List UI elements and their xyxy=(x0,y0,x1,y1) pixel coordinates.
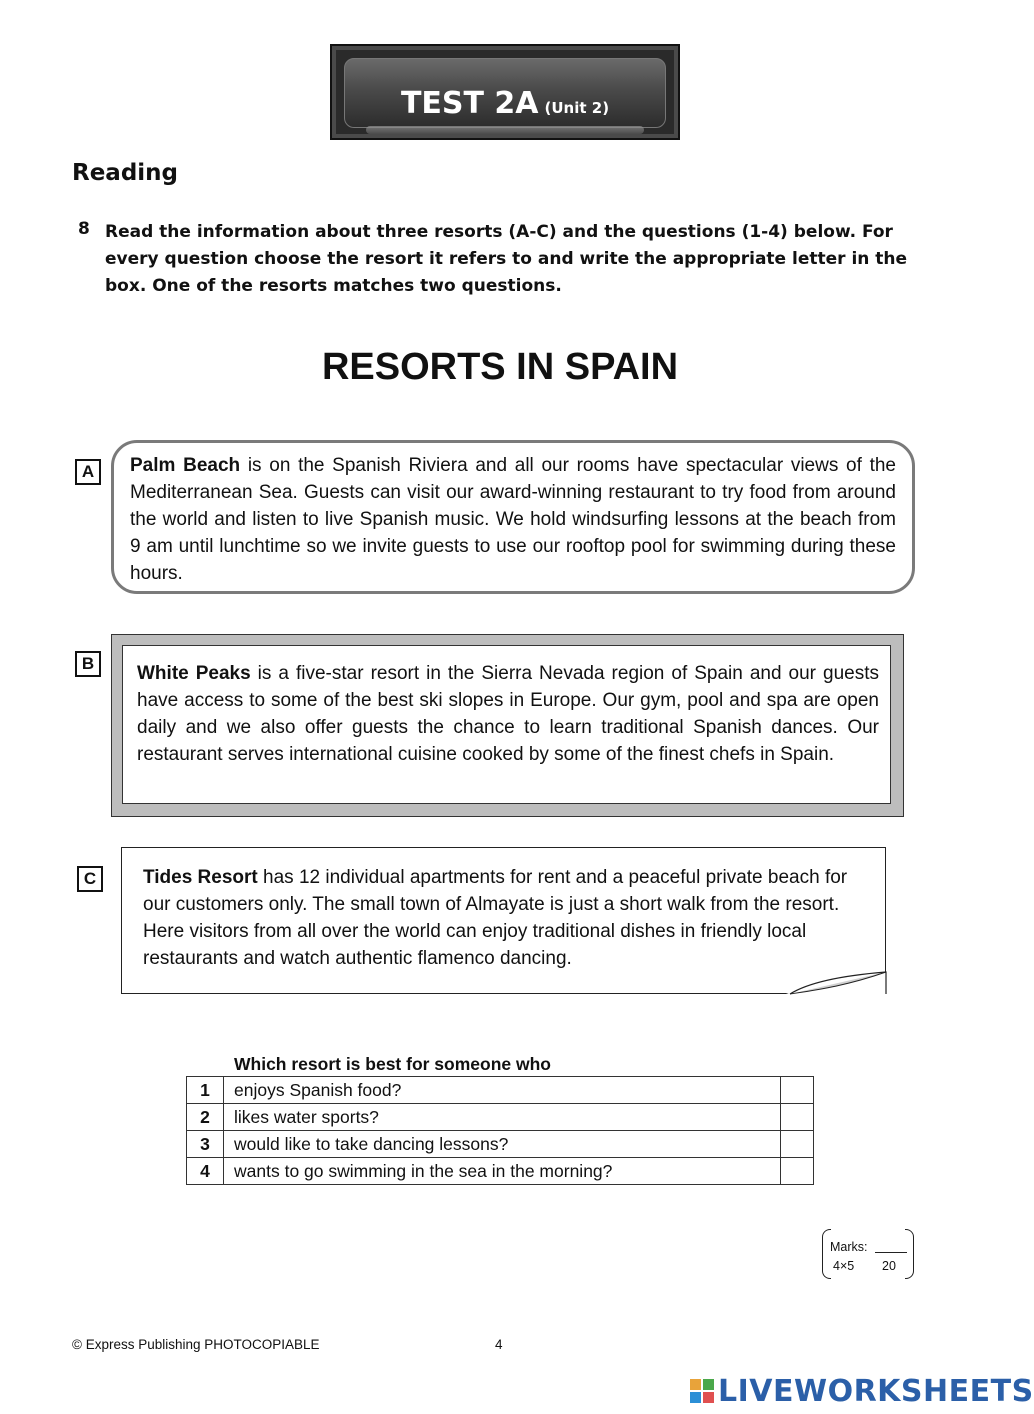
page-curl-icon xyxy=(786,970,888,996)
questions-table xyxy=(186,1076,814,1185)
question-number: 3 xyxy=(187,1131,224,1158)
table-row xyxy=(187,1104,814,1131)
resort-c-description: has 12 individual apartments for rent and a peaceful private beach for our customers only. The small town of Almayate is just a short walk from the resort. Here visitors from all over the world can enjoy traditional dishes in friendly local restaurants and watch authentic flamenco dancing. xyxy=(143,867,848,969)
answer-box-3[interactable] xyxy=(781,1131,814,1158)
resort-b-description: is a five-star resort in the Sierra Nevada region of Spain and our guests have access to some of the best ski slopes in Europe. Our gym, pool and spa are open daily and we also offer guests the chance to learn traditional Spanish dances. Our restaurant serves international cuisine cooked by some of the finest chefs in Spain. xyxy=(137,663,879,765)
test-title-unit: (Unit 2) xyxy=(544,99,610,117)
page-title: RESORTS IN SPAIN xyxy=(321,346,679,388)
table-row xyxy=(187,1131,814,1158)
question-number: 2 xyxy=(187,1104,224,1131)
question-text: would like to take dancing lessons? xyxy=(224,1131,781,1158)
resort-c-letter: C xyxy=(77,866,103,892)
marks-bracket-right xyxy=(905,1229,914,1279)
marks-blank[interactable] xyxy=(875,1252,907,1253)
question-text: wants to go swimming in the sea in the morning? xyxy=(224,1158,781,1185)
liveworksheets-wordmark: LIVEWORKSHEETS xyxy=(718,1374,1034,1409)
marks-multiplier: 4×5 xyxy=(833,1259,855,1273)
question-number: 1 xyxy=(187,1077,224,1104)
marks-label: Marks: xyxy=(830,1240,868,1254)
banner-shine xyxy=(366,126,644,134)
instruction-number: 8 xyxy=(78,219,90,239)
questions-heading: Which resort is best for someone who xyxy=(234,1054,551,1074)
resort-c-name: Tides Resort xyxy=(143,867,258,888)
resort-a-text xyxy=(130,452,896,587)
table-row xyxy=(187,1077,814,1104)
page-number: 4 xyxy=(495,1337,503,1352)
answer-box-2[interactable] xyxy=(781,1104,814,1131)
marks-box xyxy=(822,1229,914,1279)
resort-b-name: White Peaks xyxy=(137,663,251,684)
table-row xyxy=(187,1158,814,1185)
question-number: 4 xyxy=(187,1158,224,1185)
instruction-text: Read the information about three resorts (A-C) and the questions (1-4) below. For every question choose the resort it refers to and write the appropriate letter in the box. One of the resorts matches two questions. xyxy=(105,222,908,296)
marks-bracket-left xyxy=(822,1229,831,1279)
question-text: enjoys Spanish food? xyxy=(224,1077,781,1104)
liveworksheets-icon xyxy=(690,1379,714,1403)
resort-a-description: is on the Spanish Riviera and all our rooms have spectacular views of the Mediterranean Sea. Guests can visit our award-winning restaurant to try food from around the world and listen to live Spanish music. We hold windsurfing lessons at the beach from 9 am until lunchtime so we invite guests to use our rooftop pool for swimming during these hours. xyxy=(130,455,896,584)
resort-a-letter: A xyxy=(75,459,101,485)
title-banner xyxy=(330,44,680,140)
test-title-main: TEST 2A xyxy=(400,86,539,121)
resort-b-text xyxy=(137,660,879,768)
section-title: Reading xyxy=(72,160,179,186)
footer-copyright: © Express Publishing PHOTOCOPIABLE xyxy=(72,1337,320,1352)
test-title xyxy=(330,86,680,121)
answer-box-1[interactable] xyxy=(781,1077,814,1104)
resort-b-letter: B xyxy=(75,651,101,677)
resort-a-name: Palm Beach xyxy=(130,455,241,476)
resort-c-text xyxy=(143,864,863,972)
marks-total: 20 xyxy=(882,1259,896,1273)
question-text: likes water sports? xyxy=(224,1104,781,1131)
answer-box-4[interactable] xyxy=(781,1158,814,1185)
